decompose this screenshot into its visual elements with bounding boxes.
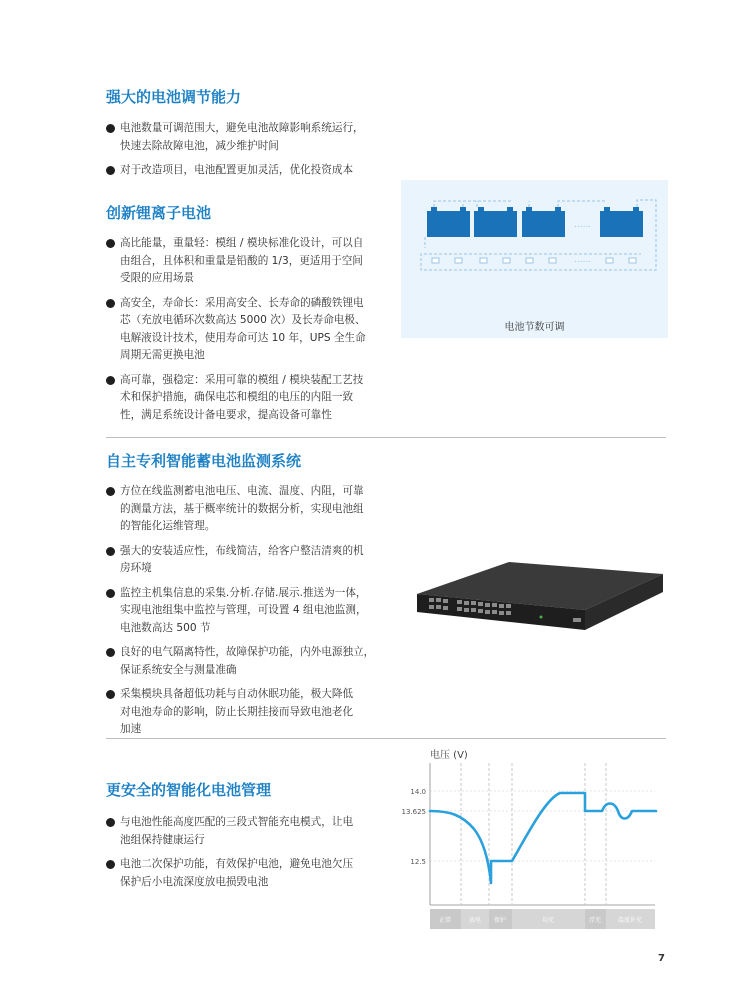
chart-title: 电压 (V) <box>430 750 468 761</box>
monitoring-device-image <box>413 548 668 652</box>
list-item: 高可靠，强稳定：采用可靠的模组 / 模块装配工艺技 术和保护措施，确保电芯和模组的电压的内阻一致 性，满足系统设计备电要求，提高设备可靠性 <box>106 372 386 425</box>
phase-label: 温度补充 <box>617 917 643 924</box>
section-heading-monitoring: 自主专利智能蓄电池监测系统 <box>106 452 302 470</box>
device-led <box>540 616 543 619</box>
battery-diagram-panel <box>401 180 668 338</box>
battery-cell <box>600 211 643 237</box>
list-item: 强大的安装适应性，布线简洁，给客户整洁清爽的机 房环境 <box>106 543 388 578</box>
bullet-dot <box>106 860 115 869</box>
list-item: 高比能量，重量轻：模组 / 模块标准化设计，可以自 由组合，且体积和重量是铅酸的 1/3，更适用于空间 受限的应用场景 <box>106 235 386 288</box>
battery-diagram-caption: 电池节数可调 <box>504 322 565 333</box>
phase-label: 均充 <box>541 917 555 924</box>
bullet-dot <box>106 589 115 598</box>
battery-terminals <box>431 207 639 211</box>
bullet-dot <box>106 376 115 385</box>
bullet-list-battery-adjust <box>106 120 376 187</box>
bullet-dot <box>106 818 115 827</box>
bullet-list-monitoring <box>106 483 388 746</box>
voltage-curve <box>430 793 656 883</box>
bullet-dot <box>106 547 115 556</box>
list-item: 电池数量可调范围大，避免电池故障影响系统运行， 快速去除故障电池，减少维护时间 <box>106 120 376 155</box>
phase-label: 放电 <box>468 917 482 924</box>
bullet-dot <box>106 299 115 308</box>
list-item: 良好的电气隔离特性，故障保护功能，内外电源独立， 保证系统安全与测量准确 <box>106 644 388 679</box>
page-number: 7 <box>658 953 665 964</box>
list-item: 监控主机集信息的采集.分析.存储.展示.推送为一体， 实现电池组集中监控与管理，可设置 4 组电池监测， 电池数高达 500 节 <box>106 585 388 638</box>
bullet-dot <box>106 648 115 657</box>
sensor-modules <box>432 258 636 263</box>
section-divider <box>106 738 666 739</box>
y-tick-label: 14.0 <box>410 788 426 796</box>
y-tick-label: 13.625 <box>401 808 426 816</box>
bullet-list-lithium-battery <box>106 235 386 431</box>
phase-label: 浮充 <box>588 917 602 924</box>
y-tick-label: 12.5 <box>410 858 426 866</box>
list-item: 与电池性能高度匹配的三段式智能充电模式，让电 池组保持健康运行 <box>106 814 376 849</box>
bullet-dot <box>106 690 115 699</box>
phase-label: 正常 <box>438 917 452 924</box>
section-heading-smart-management: 更安全的智能化电池管理 <box>106 781 272 799</box>
section-divider <box>106 437 666 438</box>
bullet-list-smart-management <box>106 814 376 898</box>
battery-cells <box>427 211 643 237</box>
phase-label: 保护 <box>493 917 507 924</box>
list-item: 电池二次保护功能，有效保护电池，避免电池欠压 保护后小电流深度放电损毁电池 <box>106 856 376 891</box>
battery-cell <box>427 211 470 237</box>
bullet-dot <box>106 124 115 133</box>
section-heading-battery-adjust: 强大的电池调节能力 <box>106 88 242 106</box>
list-item: 高安全，寿命长：采用高安全、长寿命的磷酸铁锂电 芯（充放电循环次数高达 5000 次）及长寿命电极、 电解液设计技术，使用寿命可达 10 年，UPS 全生命 周期无需更换电池 <box>106 295 386 365</box>
list-item: 方位在线监测蓄电池电压、电流、温度、内阻，可靠 的测量方法，基于概率统计的数据分析，实现电池组 的智能化运维管理。 <box>106 483 388 536</box>
list-item: 采集模块具备超低功耗与自动休眠功能，极大降低 对电池寿命的影响，防止长期挂接而导致电池老化 加速 <box>106 686 388 739</box>
voltage-chart <box>400 743 670 933</box>
bullet-dot <box>106 487 115 496</box>
bullet-dot <box>106 166 115 175</box>
battery-ellipsis-top: ...... <box>574 220 592 230</box>
phase-dividers <box>461 763 606 905</box>
battery-ellipsis-bottom: ...... <box>574 255 592 265</box>
battery-cell <box>522 211 565 237</box>
list-item: 对于改造项目，电池配置更加灵活，优化投资成本 <box>106 162 376 180</box>
battery-diagram <box>401 180 668 310</box>
section-heading-lithium-battery: 创新锂离子电池 <box>106 204 212 222</box>
bullet-dot <box>106 239 115 248</box>
battery-cell <box>474 211 517 237</box>
